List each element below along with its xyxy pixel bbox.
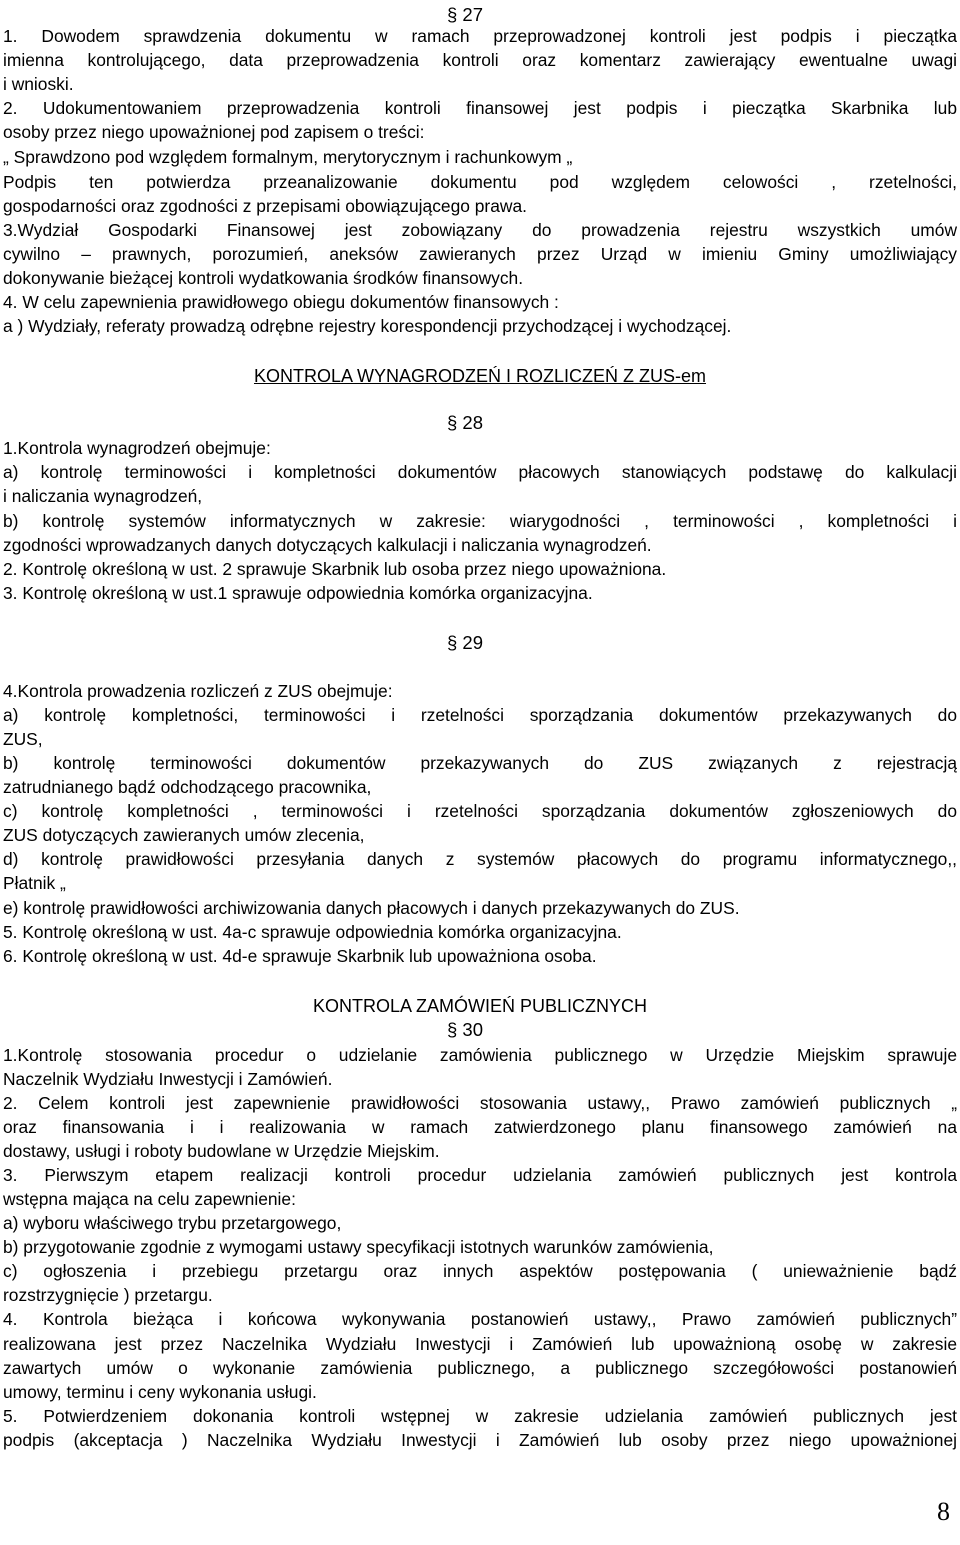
text-line: d) kontrolę prawidłowości przesyłania danych z systemów płacowych do programu informatycznego,,	[3, 849, 957, 869]
text-line: 1. Dowodem sprawdzenia dokumentu w ramach przeprowadzonej kontroli jest podpis i pieczątka	[3, 26, 957, 46]
text-line: 5. Kontrolę określoną w ust. 4a-c sprawuje odpowiednia komórka organizacyjna.	[3, 922, 622, 942]
text-line: 3.Wydział Gospodarki Finansowej jest zobowiązany do prowadzenia rejestru wszystkich umów	[3, 220, 957, 240]
text-line: zatrudnianego bądź odchodzącego pracownika,	[3, 777, 372, 797]
text-line: oraz finansowania i i realizowania w ramach zatwierdzonego planu finansowego zamówień na	[3, 1117, 957, 1137]
text-line: 3. Kontrolę określoną w ust.1 sprawuje odpowiednia komórka organizacyjna.	[3, 583, 593, 603]
text-line: 4.Kontrola prowadzenia rozliczeń z ZUS obejmuje:	[3, 681, 393, 701]
text-line: ZUS dotyczących zawieranych umów zlecenia,	[3, 825, 365, 845]
heading-wynagrodzenia: KONTROLA WYNAGRODZEŃ I ROZLICZEŃ Z ZUS-em	[253, 366, 707, 386]
text-line: zawartych umów o wykonanie zamówienia publicznego, a publicznego szczegółowości postanowień	[3, 1358, 957, 1378]
text-line: gospodarności oraz zgodności z przepisami obowiązującego prawa.	[3, 196, 527, 216]
text-line: zgodności wprowadzanych danych dotyczących kalkulacji i naliczania wynagrodzeń.	[3, 535, 652, 555]
text-line: 4. Kontrola bieżąca i końcowa wykonywania postanowień ustawy,, Prawo zamówień publicznych”	[3, 1309, 957, 1329]
section-29: § 29	[447, 632, 484, 653]
text-line: b) kontrolę systemów informatycznych w zakresie: wiarygodności , terminowości , kompletności i	[3, 511, 957, 531]
text-line: a) kontrolę terminowości i kompletności dokumentów płacowych stanowiących podstawę do kalkulacji	[3, 462, 957, 482]
text-line: dokonywanie bieżącej kontroli wydatkowania środków finansowych.	[3, 268, 524, 288]
text-line: b) przygotowanie zgodnie z wymogami ustawy specyfikacji istotnych warunków zamówienia,	[3, 1237, 714, 1257]
text-line: „ Sprawdzono pod względem formalnym, merytorycznym i rachunkowym „	[3, 147, 573, 167]
text-line: i naliczania wynagrodzeń,	[3, 486, 203, 506]
text-line: 5. Potwierdzeniem dokonania kontroli wstępnej w zakresie udzielania zamówień publicznych jest	[3, 1406, 957, 1426]
text-line: rozstrzygnięcie ) przetargu.	[3, 1285, 213, 1305]
text-line: 1.Kontrola wynagrodzeń obejmuje:	[3, 438, 271, 458]
text-line: 2. Celem kontroli jest zapewnienie prawidłowości stosowania ustawy,, Prawo zamówień publicznych „	[3, 1093, 957, 1113]
text-line: i wnioski.	[3, 74, 74, 94]
text-line: 1.Kontrolę stosowania procedur o udzielanie zamówienia publicznego w Urzędzie Miejskim sprawuje	[3, 1045, 957, 1065]
text-line: osoby przez niego upoważnionej pod zapisem o treści:	[3, 122, 425, 142]
text-line: a) kontrolę kompletności, terminowości i rzetelności sporządzania dokumentów przekazywanych do	[3, 705, 957, 725]
text-line: Podpis ten potwierdza przeanalizowanie dokumentu pod względem celowości , rzetelności,	[3, 172, 957, 192]
text-line: wstępna mająca na celu zapewnienie:	[3, 1189, 296, 1209]
section-27: § 27	[447, 4, 484, 25]
text-line: a) wyboru właściwego trybu przetargowego,	[3, 1213, 342, 1233]
section-28: § 28	[447, 412, 484, 433]
heading-zamowienia: KONTROLA ZAMÓWIEŃ PUBLICZNYCH	[312, 996, 648, 1016]
text-line: cywilno – prawnych, porozumień, aneksów zawieranych przez Urząd w imieniu Gminy umożliwiający	[3, 244, 957, 264]
text-line: Płatnik „	[3, 873, 66, 893]
text-line: c) kontrolę kompletności , terminowości i rzetelności sporządzania dokumentów zgłoszeniowych do	[3, 801, 957, 821]
text-line: 3. Pierwszym etapem realizacji kontroli procedur udzielania zamówień publicznych jest kontrola	[3, 1165, 957, 1185]
text-line: 2. Kontrolę określoną w ust. 2 sprawuje Skarbnik lub osoba przez niego upoważniona.	[3, 559, 667, 579]
text-line: 6. Kontrolę określoną w ust. 4d-e sprawuje Skarbnik lub upoważniona osoba.	[3, 946, 597, 966]
section-30: § 30	[447, 1019, 484, 1040]
text-line: dostawy, usługi i roboty budowlane w Urzędzie Miejskim.	[3, 1141, 440, 1161]
text-line: b) kontrolę terminowości dokumentów przekazywanych do ZUS związanych z rejestracją	[3, 753, 957, 773]
text-line: realizowana jest przez Naczelnika Wydziału Inwestycji i Zamówień lub upoważnioną osobę w zakresie	[3, 1334, 957, 1354]
text-line: umowy, terminu i ceny wykonania usługi.	[3, 1382, 317, 1402]
text-line: imienna kontrolującego, data przeprowadzenia kontroli oraz komentarz zawierający ewentualne uwagi	[3, 50, 957, 70]
text-line: Naczelnik Wydziału Inwestycji i Zamówień.	[3, 1069, 333, 1089]
text-line: a ) Wydziały, referaty prowadzą odrębne rejestry korespondencji przychodzącej i wychodzącej.	[3, 316, 732, 336]
text-line: 4. W celu zapewnienia prawidłowego obiegu dokumentów finansowych :	[3, 292, 559, 312]
text-line: 2. Udokumentowaniem przeprowadzenia kontroli finansowej jest podpis i pieczątka Skarbnika lub	[3, 98, 957, 118]
text-line: c) ogłoszenia i przebiegu przetargu oraz innych aspektów postępowania ( unieważnienie bądź	[3, 1261, 957, 1281]
text-line: ZUS,	[3, 729, 43, 749]
text-line: podpis (akceptacja ) Naczelnika Wydziału Inwestycji i Zamówień lub osoby przez niego upoważnionej	[3, 1430, 957, 1450]
page-number: 8	[937, 1497, 950, 1526]
text-line: e) kontrolę prawidłowości archiwizowania danych płacowych i danych przekazywanych do ZUS.	[3, 898, 740, 918]
